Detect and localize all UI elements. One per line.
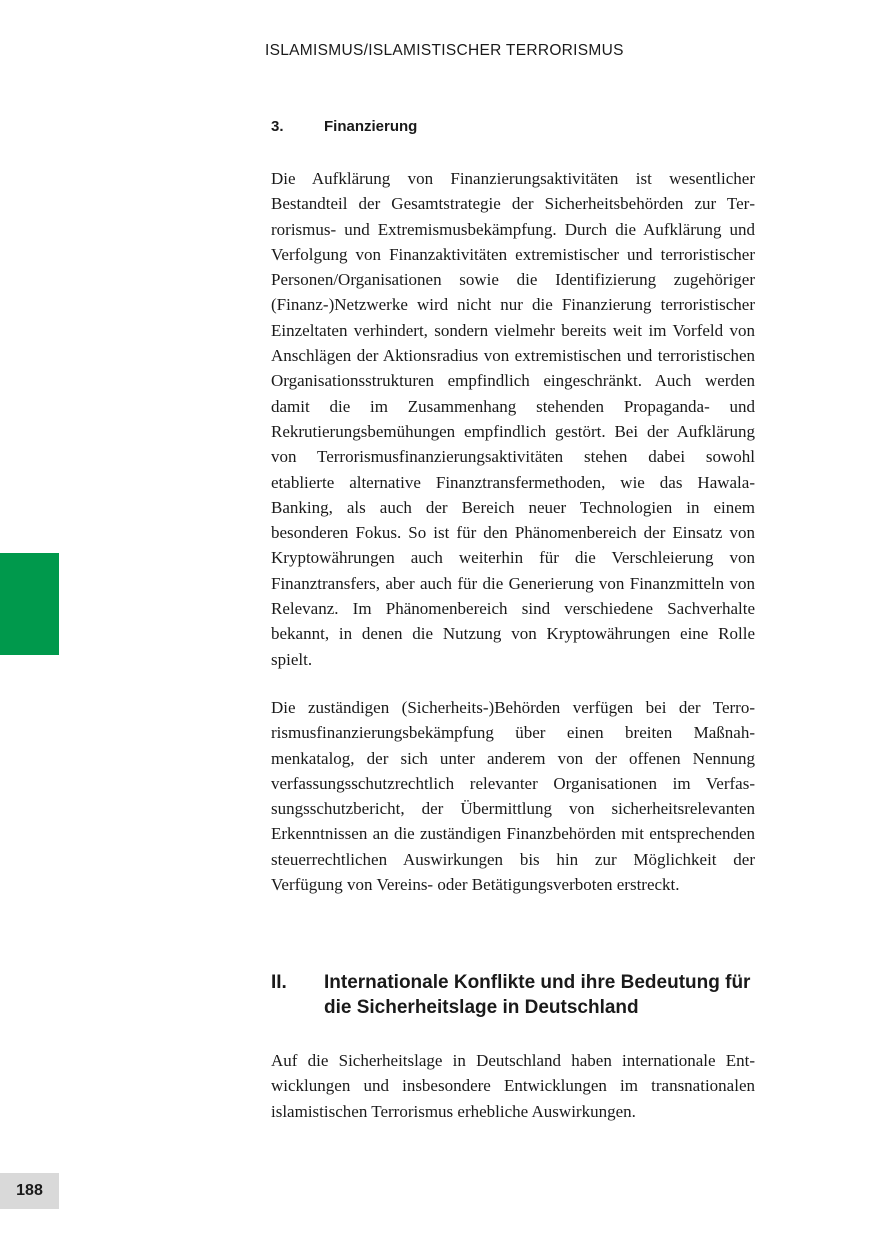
page-number: 188: [0, 1173, 59, 1209]
section-heading: [271, 117, 755, 137]
chapter-title: Internationale Konflikte und ihre Bedeutung für die Sicherheitslage in Deutschland: [324, 972, 751, 1018]
chapter-color-tab: [0, 553, 59, 655]
section-number: 3.: [271, 118, 284, 135]
section-paragraph-2: Die zuständigen (Sicherheits-)Behörden verfügen bei der Terrorismusfinanzierungsbekämpfung über einen breiten Maßnahmenkatalog, der sich unter anderem von der offenen Nennung verfassungsschutzrechtlich relevanter Organisationen im Verfassungsschutzbericht, der Übermittlung von sicherheitsrelevanten Erkenntnissen an die zuständigen Finanzbehörden mit entsprechenden steuerrechtlichen Auswirkungen bis hin zur Möglichkeit der Verfügung von Vereins- oder Betätigungsverboten erstreckt.: [271, 698, 755, 895]
running-head: ISLAMISMUS/ISLAMISTISCHER TERRORISMUS: [265, 42, 624, 59]
chapter-heading: [271, 970, 755, 1020]
chapter-paragraph: Auf die Sicherheitslage in Deutschland haben internationale Entwicklungen und insbesondere Entwicklungen im transnationalen islamistischen Terrorismus erhebliche Auswirkungen.: [271, 1051, 755, 1121]
section-paragraph-1: Die Aufklärung von Finanzierungsaktivitäten ist wesentlicher Bestandteil der Gesamtstrategie der Sicherheitsbehörden zur Terrorismus- und Extremismusbekämpfung. Durch die Aufklärung und Verfolgung von Finanzaktivitäten extremistischer und terroristischer Personen/Organisationen sowie die Identifizierung zugehöriger (Finanz-)Netzwerke wird nicht nur die Finanzierung terroristischer Einzeltaten verhindert, sondern vielmehr bereits weit im Vorfeld von Anschlägen der Aktionsradius von extremistischen und terroristischen Organisationsstrukturen empfindlich eingeschränkt. Auch werden damit die im Zusammenhang stehenden Propaganda- und Rekrutierungsbemühungen empfindlich gestört. Bei der Aufklärung von Terrorismusfinanzierungsaktivitäten stehen dabei sowohl etablierte alternative Finanztransfermethoden, wie das Hawala-Banking, als auch der Bereich neuer Technologien in einem besonderen Fokus. So ist für den Phänomenbereich der Einsatz von Kryptowährungen auch weiterhin für die Verschleierung von Finanztransfers, aber auch für die Generierung von Finanzmitteln von Relevanz. Im Phänomenbereich sind verschiedene Sachverhalte bekannt, in denen die Nutzung von Kryptowährungen eine Rolle spielt.: [271, 169, 755, 669]
section-title: Finanzierung: [324, 118, 418, 135]
chapter-number: II.: [271, 972, 287, 993]
